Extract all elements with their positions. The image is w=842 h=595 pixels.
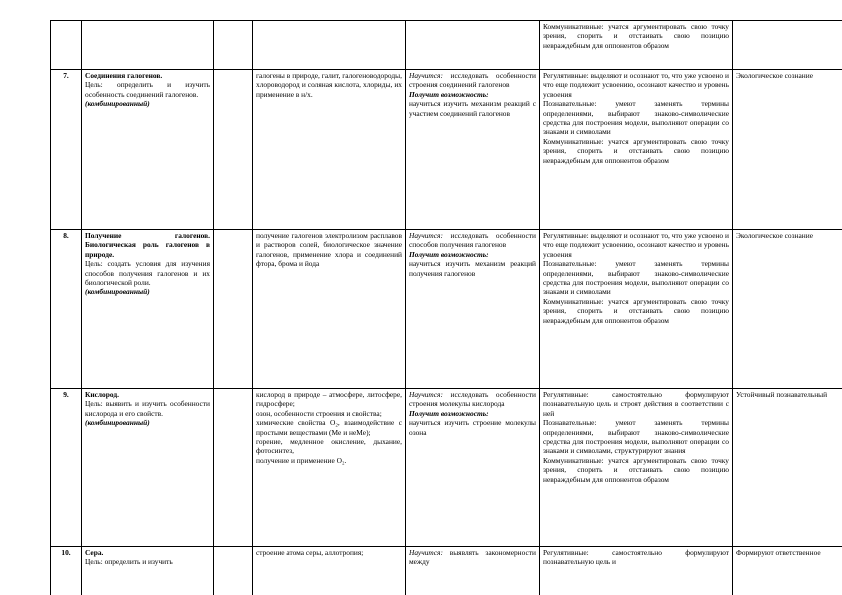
- lesson-topic: Сера.: [85, 548, 104, 557]
- opportunity-label: Получит возможность:: [409, 408, 489, 418]
- row-number: 8.: [51, 230, 82, 389]
- personal-cell: Устойчивый познавательный: [733, 389, 842, 547]
- topic-cell: [82, 21, 214, 70]
- lesson-topic: Получение галогенов. Биологическая роль галогенов в природе.: [85, 231, 210, 259]
- extra-cell: [214, 389, 253, 547]
- topic-cell: [82, 70, 214, 230]
- learn-text: исследовать особенности строения соединений галогенов: [409, 71, 536, 90]
- opportunity-label: Получит возможность:: [409, 249, 489, 259]
- topic-cell: [82, 389, 214, 547]
- opportunity-label: Получит возможность:: [409, 89, 489, 99]
- results-cell: [406, 70, 540, 230]
- learn-text: исследовать особенности способов получения галогенов: [409, 231, 536, 250]
- uud-regulatory: Регулятивные: выделяют и осознают то, что уже усвоено и что еще подлежит усвоению, осознают качество и уровень усвоения: [543, 71, 729, 99]
- table-row: [51, 21, 842, 70]
- uud-cognitive: Познавательные: умеют заменять термины определениями, выбирают знаково-символические средства для построения модели, выполняют операции со знаками и символами: [543, 99, 729, 137]
- uud-cell: [540, 21, 733, 70]
- lesson-goal: Цель: выявить и изучить особенности кислорода и его свойств.: [85, 399, 210, 418]
- uud-cell: [540, 70, 733, 230]
- uud-cognitive: Познавательные: умеют заменять термины определениями, выбирают знаково-символические средства для построения модели, выполняют операции со знаками и символами, структурируют знания: [543, 418, 729, 456]
- content-cell: [253, 21, 406, 70]
- uud-communicative: Коммуникативные: учатся аргументировать свою точку зрения, спорить и отстаивать свою позицию невраждебным для оппонентов образом: [543, 22, 729, 50]
- content-line: кислород в природе – атмосфере, литосфере, гидросфере;: [256, 390, 402, 409]
- table-row: [51, 230, 842, 389]
- uud-regulatory: Регулятивные: самостоятельно формулируют познавательную цель и строят действия в соответствии с ней: [543, 390, 729, 418]
- content-cell: галогены в природе, галит, галогеноводороды, хлороводород и соляная кислота, хлориды, их применение в н/х.: [253, 70, 406, 230]
- results-cell: [406, 389, 540, 547]
- uud-cell: [540, 547, 733, 595]
- uud-communicative: Коммуникативные: учатся аргументировать свою точку зрения, спорить и отстаивать свою позицию невраждебным для оппонентов образом: [543, 136, 729, 165]
- topic-cell: [82, 230, 214, 389]
- row-number: [51, 21, 82, 70]
- uud-cognitive: Познавательные: умеют заменять термины определениями, выбирают знаково-символические средства для построения модели, выполняют операции со знаками и символами: [543, 259, 729, 297]
- learn-text: исследовать особенности строения молекулы кислорода: [409, 390, 536, 409]
- lesson-topic: Кислород.: [85, 390, 119, 399]
- topic-cell: [82, 547, 214, 595]
- row-number: 10.: [51, 547, 82, 595]
- personal-cell: Формируют ответственное: [733, 547, 842, 595]
- opportunity-text: научиться изучить строение молекулы озона: [409, 418, 536, 437]
- lesson-plan-table: [50, 20, 842, 595]
- row-number: 7.: [51, 70, 82, 230]
- learn-label: Научится:: [409, 71, 443, 80]
- results-cell: [406, 230, 540, 389]
- learn-label: Научится:: [409, 548, 443, 557]
- lesson-type: (комбинированный): [85, 418, 150, 428]
- extra-cell: [214, 70, 253, 230]
- lesson-goal: Цель: создать условия для изучения способов получения галогенов и их биологической роли.: [85, 259, 210, 288]
- extra-cell: [214, 547, 253, 595]
- content-cell: строение атома серы, аллотропия;: [253, 547, 406, 595]
- content-cell: [253, 389, 406, 547]
- extra-cell: [214, 230, 253, 389]
- personal-cell: [733, 21, 842, 70]
- uud-cell: [540, 389, 733, 547]
- uud-regulatory: Регулятивные: самостоятельно формулируют познавательную цель и: [543, 548, 729, 567]
- lesson-topic: Соединения галогенов.: [85, 71, 163, 80]
- uud-regulatory: Регулятивные: выделяют и осознают то, что уже усвоено и что еще подлежит усвоению, осознают качество и уровень усвоения: [543, 231, 729, 259]
- learn-text: выявлять закономерности между: [409, 548, 536, 567]
- uud-communicative: Коммуникативные: учатся аргументировать свою точку зрения, спорить и отстаивать свою позицию невраждебным для оппонентов образом: [543, 455, 729, 484]
- results-cell: [406, 547, 540, 595]
- uud-communicative: Коммуникативные: учатся аргументировать свою точку зрения, спорить и отстаивать свою позицию невраждебным для оппонентов образом: [543, 296, 729, 325]
- results-cell: [406, 21, 540, 70]
- content-cell: получение галогенов электролизом расплавов и растворов солей, биологическое значение галогенов, применение хлора и соединений фтора, брома и йода: [253, 230, 406, 389]
- content-line: озон, особенности строения и свойства;: [256, 408, 382, 418]
- opportunity-text: научиться изучить механизм реакций с участием соединений галогенов: [409, 99, 536, 118]
- learn-label: Научится:: [409, 231, 443, 240]
- lesson-type: (комбинированный): [85, 99, 150, 109]
- personal-cell: Экологическое сознание: [733, 70, 842, 230]
- table-row: [51, 389, 842, 547]
- personal-cell: Экологическое сознание: [733, 230, 842, 389]
- lesson-goal: Цель: определить и изучить особенность соединений галогенов.: [85, 80, 210, 99]
- learn-label: Научится:: [409, 390, 443, 399]
- table-row: [51, 547, 842, 595]
- row-number: 9.: [51, 389, 82, 547]
- content-line: химические свойства O₂, взаимодействие с простыми веществами (Me и неMe);: [256, 418, 402, 437]
- lesson-type: (комбинированный): [85, 287, 150, 297]
- opportunity-text: научиться изучить механизм реакций получения галогенов: [409, 259, 536, 278]
- extra-cell: [214, 21, 253, 70]
- content-line: горение, медленное окисление, дыхание, фотосинтез,: [256, 437, 402, 456]
- content-line: получение и применение O₂.: [256, 455, 347, 465]
- uud-cell: [540, 230, 733, 389]
- lesson-goal: Цель: определить и изучить: [85, 557, 173, 567]
- table-row: [51, 70, 842, 230]
